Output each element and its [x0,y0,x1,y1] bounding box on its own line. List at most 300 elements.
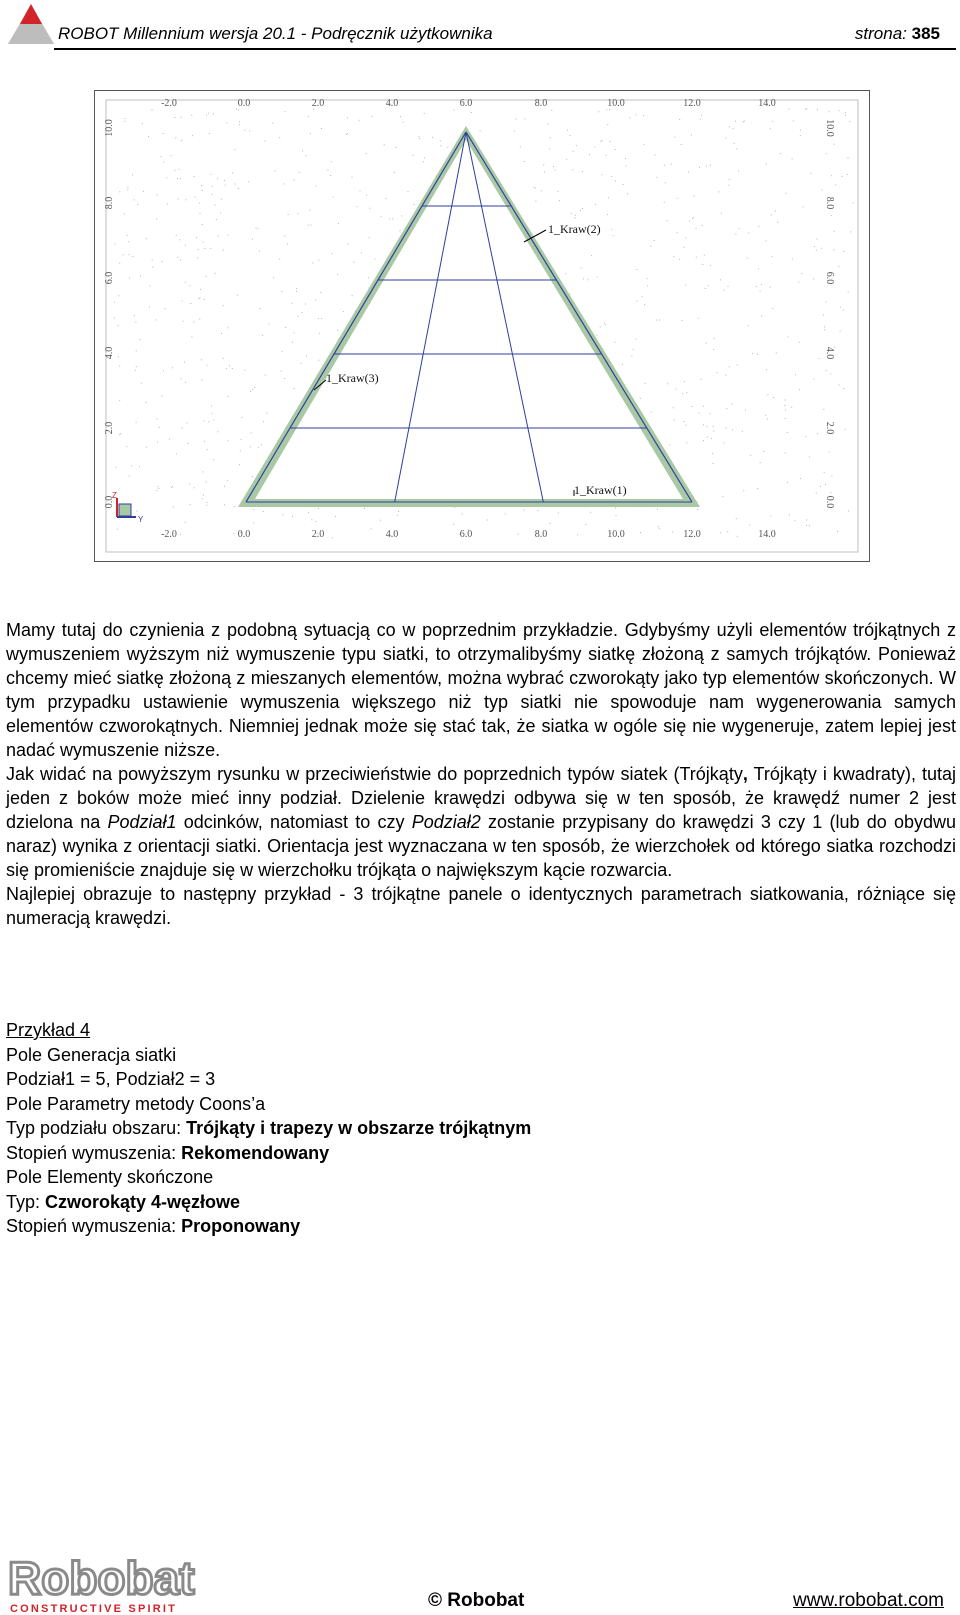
grid-dot [729,179,730,180]
grid-dot [656,177,657,178]
grid-dot [703,406,704,407]
grid-dot [826,370,827,371]
grid-dot [338,223,339,224]
grid-dot [250,391,251,392]
grid-dot [129,277,130,278]
grid-dot [215,204,216,205]
grid-dot [697,509,698,510]
grid-dot [128,241,129,242]
grid-dot [294,332,295,333]
grid-dot [234,506,235,507]
grid-dot [706,343,707,344]
grid-dot [596,335,597,336]
grid-dot [814,246,815,247]
grid-dot [177,257,178,258]
grid-dot [656,320,657,321]
grid-dot [713,349,714,350]
edge-label: 1_Kraw(3) [326,371,379,385]
grid-dot [146,447,147,448]
grid-dot [171,487,172,488]
grid-dot [209,133,210,134]
grid-dot [223,305,224,306]
grid-dot [650,246,651,247]
grid-dot [212,413,213,414]
grid-dot [598,111,599,112]
grid-dot [132,174,133,175]
grid-dot [319,360,320,361]
grid-dot [824,472,825,473]
grid-dot [524,118,525,119]
grid-dot [361,252,362,253]
mesh-drawing [94,90,870,562]
grid-dot [636,269,637,270]
grid-dot [158,488,159,489]
grid-dot [136,350,137,351]
grid-dot [134,199,135,200]
grid-dot [605,324,606,325]
grid-dot [308,116,309,117]
logo-tagline: CONSTRUCTIVE SPIRIT [10,1603,178,1614]
paragraph-3: Najlepiej obrazuje to następny przykład - 3 trójkątne panele o identycznych parametrach siatkowania, różniące się numeracją krawędzi. [6,884,956,928]
grid-dot [127,187,128,188]
grid-dot [691,135,692,136]
grid-dot [749,524,750,525]
grid-dot [352,177,353,178]
grid-dot [395,147,396,148]
grid-dot [197,257,198,258]
top-tick-label: 12.0 [683,98,701,109]
grid-dot [221,199,222,200]
grid-dot [274,171,275,172]
grid-dot [713,426,714,427]
grid-dot [207,449,208,450]
grid-dot [817,433,818,434]
grid-dot [758,226,759,227]
grid-dot [251,432,252,433]
grid-dot [577,534,578,535]
grid-dot [609,141,610,142]
bottom-tick-label: 12.0 [683,529,701,540]
grid-dot [789,108,790,109]
grid-dot [713,431,714,432]
grid-dot [200,297,201,298]
grid-dot [136,422,137,423]
page-label: strona: [854,24,907,43]
grid-dot [281,291,282,292]
grid-dot [146,238,147,239]
grid-dot [296,291,297,292]
right-tick-label: 0.0 [824,495,835,509]
grid-dot [679,119,680,120]
bottom-tick-label: 4.0 [385,529,399,540]
grid-dot [223,358,224,359]
example-line-6: Pole Elementy skończone [6,1167,214,1187]
grid-dot [119,434,120,435]
grid-dot [743,121,744,122]
grid-dot [282,351,283,352]
grid-dot [785,400,786,401]
grid-dot [156,419,157,420]
top-tick-label: 14.0 [758,98,776,109]
grid-dot [787,336,788,337]
grid-dot [757,488,758,489]
grid-dot [262,335,263,336]
grid-dot [582,208,583,209]
grid-dot [686,442,687,443]
right-tick-label: 4.0 [824,346,835,360]
grid-dot [770,516,771,517]
grid-dot [543,164,544,165]
grid-dot [714,338,715,339]
grid-dot [829,451,830,452]
grid-dot [839,385,840,386]
grid-dot [736,518,737,519]
grid-dot [657,509,658,510]
grid-dot [571,213,572,214]
grid-dot [843,309,844,310]
grid-dot [424,113,425,114]
grid-dot [359,120,360,121]
grid-dot [471,112,472,113]
grid-dot [805,109,806,110]
grid-dot [644,304,645,305]
grid-dot [227,396,228,397]
grid-dot [787,432,788,433]
grid-dot [142,123,143,124]
grid-dot [226,123,227,124]
grid-dot [207,365,208,366]
grid-dot [200,213,201,214]
grid-dot [685,238,686,239]
grid-dot [180,178,181,179]
grid-dot [312,263,313,264]
axis-y-label: Y [138,515,144,524]
grid-dot [180,117,181,118]
grid-dot [250,446,251,447]
grid-dot [840,331,841,332]
grid-dot [233,533,234,534]
grid-dot [773,397,774,398]
grid-dot [202,224,203,225]
grid-dot [239,464,240,465]
grid-dot [401,215,402,216]
grid-dot [384,144,385,145]
grid-dot [309,210,310,211]
grid-dot [208,113,209,114]
grid-dot [257,228,258,229]
grid-dot [265,375,266,376]
grid-dot [723,290,724,291]
grid-dot [139,339,140,340]
grid-dot [364,508,365,509]
grid-dot [602,174,603,175]
left-tick-label: 0.0 [104,495,115,509]
grid-dot [136,511,137,512]
grid-dot [706,166,707,167]
grid-dot [780,153,781,154]
grid-dot [206,276,207,277]
bottom-tick-label: 0.0 [237,529,251,540]
bottom-tick-label: 10.0 [607,529,625,540]
grid-dot [148,136,149,137]
grid-dot [611,229,612,230]
grid-dot [296,288,297,289]
top-tick-label: 2.0 [311,98,325,109]
grid-dot [287,244,288,245]
grid-dot [558,513,559,514]
grid-dot [213,114,214,115]
grid-dot [170,155,171,156]
grid-dot [403,122,404,123]
grid-dot [702,225,703,226]
grid-dot [203,420,204,421]
grid-dot [318,318,319,319]
grid-dot [743,490,744,491]
grid-dot [152,267,153,268]
grid-dot [800,135,801,136]
grid-dot [775,211,776,212]
grid-dot [845,112,846,113]
grid-dot [161,156,162,157]
grid-dot [842,176,843,177]
grid-dot [419,138,420,139]
grid-dot [203,299,204,300]
grid-dot [839,110,840,111]
grid-dot [305,304,306,305]
grid-dot [798,282,799,283]
grid-dot [180,378,181,379]
grid-dot [216,219,217,220]
grid-dot [555,170,556,171]
footer-url-link[interactable]: www.robobat.com [792,1590,944,1611]
grid-dot [606,155,607,156]
grid-dot [227,327,228,328]
grid-dot [161,261,162,262]
grid-dot [126,446,127,447]
grid-dot [221,333,222,334]
grid-dot [722,496,723,497]
page-number: 385 [911,24,940,43]
grid-dot [659,528,660,529]
grid-dot [830,374,831,375]
grid-dot [124,214,125,215]
grid-dot [738,171,739,172]
grid-dot [462,514,463,515]
grid-dot [203,242,204,243]
grid-dot [806,520,807,521]
grid-dot [343,311,344,312]
grid-dot [447,147,448,148]
grid-dot [454,507,455,508]
grid-dot [220,213,221,214]
grid-dot [253,522,254,523]
grid-dot [175,137,176,138]
grid-dot [252,389,253,390]
grid-dot [520,146,521,147]
grid-dot [559,200,560,201]
grid-dot [629,117,630,118]
grid-dot [480,130,481,131]
grid-dot [823,314,824,315]
grid-dot [191,336,192,337]
grid-dot [622,364,623,365]
grid-dot [677,198,678,199]
grid-dot [765,415,766,416]
grid-dot [210,248,211,249]
grid-dot [784,405,785,406]
grid-dot [724,442,725,443]
grid-dot [398,511,399,512]
grid-dot [776,352,777,353]
grid-dot [607,214,608,215]
grid-dot [737,536,738,537]
grid-dot [392,218,393,219]
grid-dot [143,191,144,192]
grid-dot [725,138,726,139]
grid-dot [156,490,157,491]
grid-dot [400,116,401,117]
grid-dot [645,383,646,384]
left-tick-label: 4.0 [104,346,115,360]
grid-dot [541,190,542,191]
grid-dot [232,172,233,173]
grid-dot [201,359,202,360]
grid-dot [119,366,120,367]
grid-dot [127,189,128,190]
grid-dot [667,220,668,221]
grid-dot [252,239,253,240]
grid-dot [315,521,316,522]
grid-dot [183,321,184,322]
grid-dot [821,189,822,190]
grid-dot [631,355,632,356]
grid-dot [594,147,595,148]
grid-dot [118,295,119,296]
grid-dot [137,204,138,205]
grid-dot [644,144,645,145]
grid-dot [152,109,153,110]
grid-dot [284,235,285,236]
grid-dot [178,169,179,170]
example-heading: Przykład 4 [6,1020,91,1040]
grid-dot [684,247,685,248]
right-tick-label: 8.0 [824,196,835,210]
grid-dot [141,383,142,384]
grid-dot [806,525,807,526]
grid-dot [301,363,302,364]
grid-dot [549,523,550,524]
grid-dot [535,188,536,189]
grid-dot [203,495,204,496]
grid-dot [135,322,136,323]
grid-dot [772,308,773,309]
grid-dot [419,136,420,137]
grid-dot [831,476,832,477]
grid-dot [135,370,136,371]
grid-dot [311,519,312,520]
grid-dot [626,165,627,166]
grid-dot [162,395,163,396]
grid-dot [721,213,722,214]
grid-dot [440,140,441,141]
grid-dot [134,315,135,316]
grid-dot [240,450,241,451]
grid-dot [223,250,224,251]
grid-dot [763,451,764,452]
grid-dot [217,178,218,179]
grid-dot [213,419,214,420]
grid-dot [615,149,616,150]
grid-dot [566,159,567,160]
grid-dot [159,427,160,428]
grid-dot [742,431,743,432]
grid-dot [194,176,195,177]
document-title: ROBOT Millennium wersja 20.1 - Podręcznik użytkownika [58,24,493,43]
grid-dot [673,407,674,408]
grid-dot [739,228,740,229]
grid-dot [608,197,609,198]
grid-dot [202,471,203,472]
grid-dot [453,110,454,111]
grid-dot [256,228,257,229]
grid-dot [795,520,796,521]
grid-dot [181,427,182,428]
grid-dot [279,259,280,260]
grid-dot [199,203,200,204]
grid-dot [816,250,817,251]
grid-dot [817,239,818,240]
page-header [0,0,960,52]
grid-dot [800,478,801,479]
grid-dot [292,342,293,343]
grid-dot [586,524,587,525]
grid-dot [591,255,592,256]
grid-dot [696,228,697,229]
grid-dot [264,140,265,141]
grid-dot [558,191,559,192]
grid-dot [566,273,567,274]
top-tick-label: 4.0 [385,98,399,109]
grid-dot [537,510,538,511]
left-tick-label: 6.0 [104,271,115,285]
grid-dot [371,528,372,529]
grid-dot [123,254,124,255]
grid-dot [172,486,173,487]
grid-dot [569,294,570,295]
grid-dot [825,484,826,485]
grid-dot [582,171,583,172]
grid-dot [120,433,121,434]
grid-dot [635,339,636,340]
grid-dot [302,312,303,313]
example-line-8: Stopień wymuszenia: Proponowany [6,1216,301,1236]
grid-dot [720,532,721,533]
grid-dot [282,514,283,515]
grid-dot [570,135,571,136]
grid-dot [651,412,652,413]
grid-dot [330,175,331,176]
right-tick-label: 6.0 [824,271,835,285]
logo-wordmark: Robobat [8,1556,195,1604]
grid-dot [573,151,574,152]
grid-dot [217,431,218,432]
grid-dot [432,137,433,138]
grid-dot [308,225,309,226]
grid-dot [767,394,768,395]
grid-dot [524,161,525,162]
grid-dot [399,230,400,231]
grid-dot [226,368,227,369]
